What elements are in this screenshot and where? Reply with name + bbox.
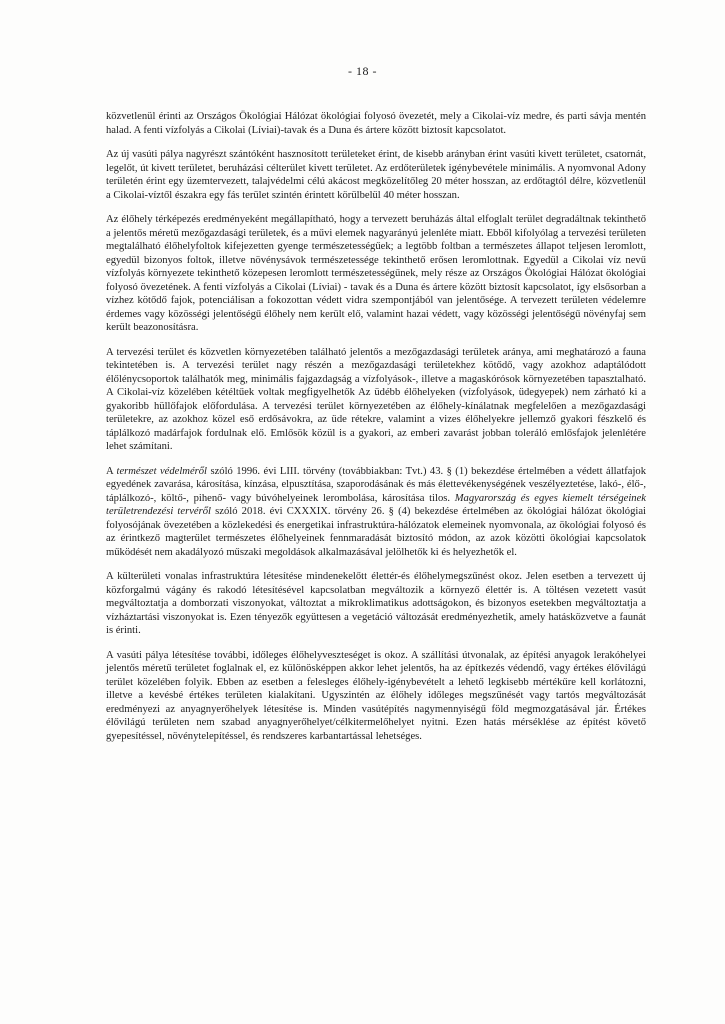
law-title-nature-protection: természet védelméről (116, 465, 208, 477)
body-text (106, 110, 646, 754)
law-title-spatial-plan: Magyarország és egyes kiemelt térségeinek területrendezési tervéről (106, 492, 646, 517)
paragraph-4: A tervezési terület és közvetlen környezetében található jelentős a mezőgazdasági területek aránya, ami meghatározó a fauna tekintetében is. A tervezési terület nagy részén a mezőgazdasági területekhez kötődő, vagy azokhoz adaptálódott élőlénycsoportok találhatók meg, minimális fajgazdagság a vízfolyások-, illetve a magaskórósok környezetében tapasztalható. A Cikolai-víz közelében kétéltűek voltak megfigyelhetők Az üdébb élőhelyeken (vízfolyások, üdegyepek) nem zárható ki a gyakoribb hüllőfajok előfordulása. A tervezési terület környezetében az élőhely-kínálatnak megfelelően a mezőgazdasági területekre, az azokhoz közel eső erdősávokra, az üde rétekre, valamint a vizes élőhelyekre jellemző gyakori fészkelő és táplálkozó madárfajok fordulnak elő. Emlősök közül is a gyakori, az emberi zavarást jobban toleráló emlősfajok jelenlétére lehet számítani. (106, 346, 646, 452)
paragraph-5-text-b: szóló 1996. évi LIII. törvény (továbbiakban: Tvt.) 43. § (1) bekezdése értelmében a védett állatfajok egyedének zavarása, károsítása, kínzása, elpusztítása, szaporodásának és más élettevékenységének veszélyeztetése, lakó-, élő-, táplálkozó-, költő-, pihenő- vagy búvóhelyeinek lerombolása, károsítása tilos. (106, 465, 646, 504)
paragraph-6: A külterületi vonalas infrastruktúra létesítése mindenekelőtt élettér-és élőhelymegszűnést okoz. Jelen esetben a tervezett új közforgalmú vágány és rakodó létesítésével kapcsolatban megváltozik a környező élettér is. A töltésen vezetett vasút megváltoztatja a domborzati viszonyokat, változtat a mikroklimatikus adottságokon, és bizonyos esetekben megváltoztatja a vízháztartási viszonyokat is. Ezen tényezők együttesen a vegetáció változását eredményezhetik, amely hatásközvetve a faunát is érinti. (106, 571, 646, 636)
paragraph-7: A vasúti pálya létesítése további, időleges élőhelyveszteséget is okoz. A szállítási útvonalak, az építési anyagok lerakóhelyei jelentős méretű területet foglalnak el, ez különösképpen akkor lehet jelentős, ha az építkezés védendő, vagy értékes élővilágú terület közelében folyik. Ebben az esetben a felesleges élőhely-igénybevételt a lehető legkisebb mértékűre kell korlátozni, illetve a kevésbé értékes területen kialakítani. Ugyszintén az élőhely időleges megszűnését vagy tartós megváltozását eredményezi az anyagnyerőhelyek létesítése is. Minden vasútépítés nagymennyiségű föld megmozgatásával jár. Értékes élővilágú területen nem szabad anyagnyerőhelyet/célkitermelőhelyet nyitni. Ezen hatás mérséklése az építést követő gyepesítéssel, növénytelepítéssel, és rendszeres karbantartással lehetséges. (106, 649, 646, 742)
page-number: - 18 - (348, 64, 377, 78)
paragraph-1: közvetlenül érinti az Országos Ökológiai Hálózat ökológiai folyosó övezetét, mely a Cikolai-víz medre, és parti sávja mentén halad. A fenti vízfolyás a Cikolai (Líviai)-tavak és a Duna és ártere között biztosít kapcsolatot. (106, 111, 646, 136)
paragraph-3: Az élőhely térképezés eredményeként megállapítható, hogy a tervezett beruházás által elfoglalt terület degradáltnak tekinthető a jelentős méretű mezőgazdasági területek, és a művi elemek nagyarányú jelenléte miatt. Ebből kifolyólag a tervezési területen megtalálható élőhelyfoltok kifejezetten gyenge természetességűek; a legtöbb foltban a természetes állapot teljesen leromlott, egyedül bizonyos foltok, illetve növénysávok természetessége tekinthető erősen leromlottnak. Egyedül a Cikolai víz nevű vízfolyás környezete tekinthető közepesen leromlott természetességűnek, mely része az Országos Ökológiai Hálózat ökológiai folyosó övezetének. A fenti vízfolyás a Cikolai (Líviai) - tavak és a Duna és ártere között biztosít kapcsolatot, így elsősorban a vízhez kötődő fajok, potenciálisan a fokozottan védett vidra szempontjából van jelentősége. A tervezett területen védelemre érdemes vagy közösségi jelentőségű élőhely nem került elő, valamint hazai védett, vagy közösségi jelentőségű növényfaj sem került beazonosításra. (106, 214, 646, 333)
paragraph-2: Az új vasúti pálya nagyrészt szántóként hasznosított területeket érint, de kisebb arányban érint vasúti kivett területet, csatornát, legelőt, út kivett területet, beruházási célterület kivett területet. Az erdőterületek igénybevétele minimális. A nyomvonal Adony területén érint egy üzemtervezett, talajvédelmi célú akácost megközelítőleg 20 méter hosszan, az erdőtagtól délre, közvetlenül a Cikolai-víztől északra egy fás terület szintén érintett körülbelül 40 méter hosszan. (106, 149, 646, 201)
paragraph-5-text-a: A (106, 465, 117, 477)
paragraph-5-text-c: szóló 2018. évi CXXXIX. törvény 26. § (4) bekezdése értelmében az ökológiai hálózat ökológiai folyosójának övezetében a közlekedési és energetikai infrastruktúra-hálózatok elemeinek nyomvonala, az ökológiai folyosó és az érintkező magterület természetes élőhelyeinek fennmaradását biztosító módon, az azok közötti ökológiai kapcsolatok működését nem akadályozó műszaki megoldások alkalmazásával jelölhetők ki és helyezhetők el. (106, 506, 646, 558)
paragraph-5 (106, 465, 646, 560)
